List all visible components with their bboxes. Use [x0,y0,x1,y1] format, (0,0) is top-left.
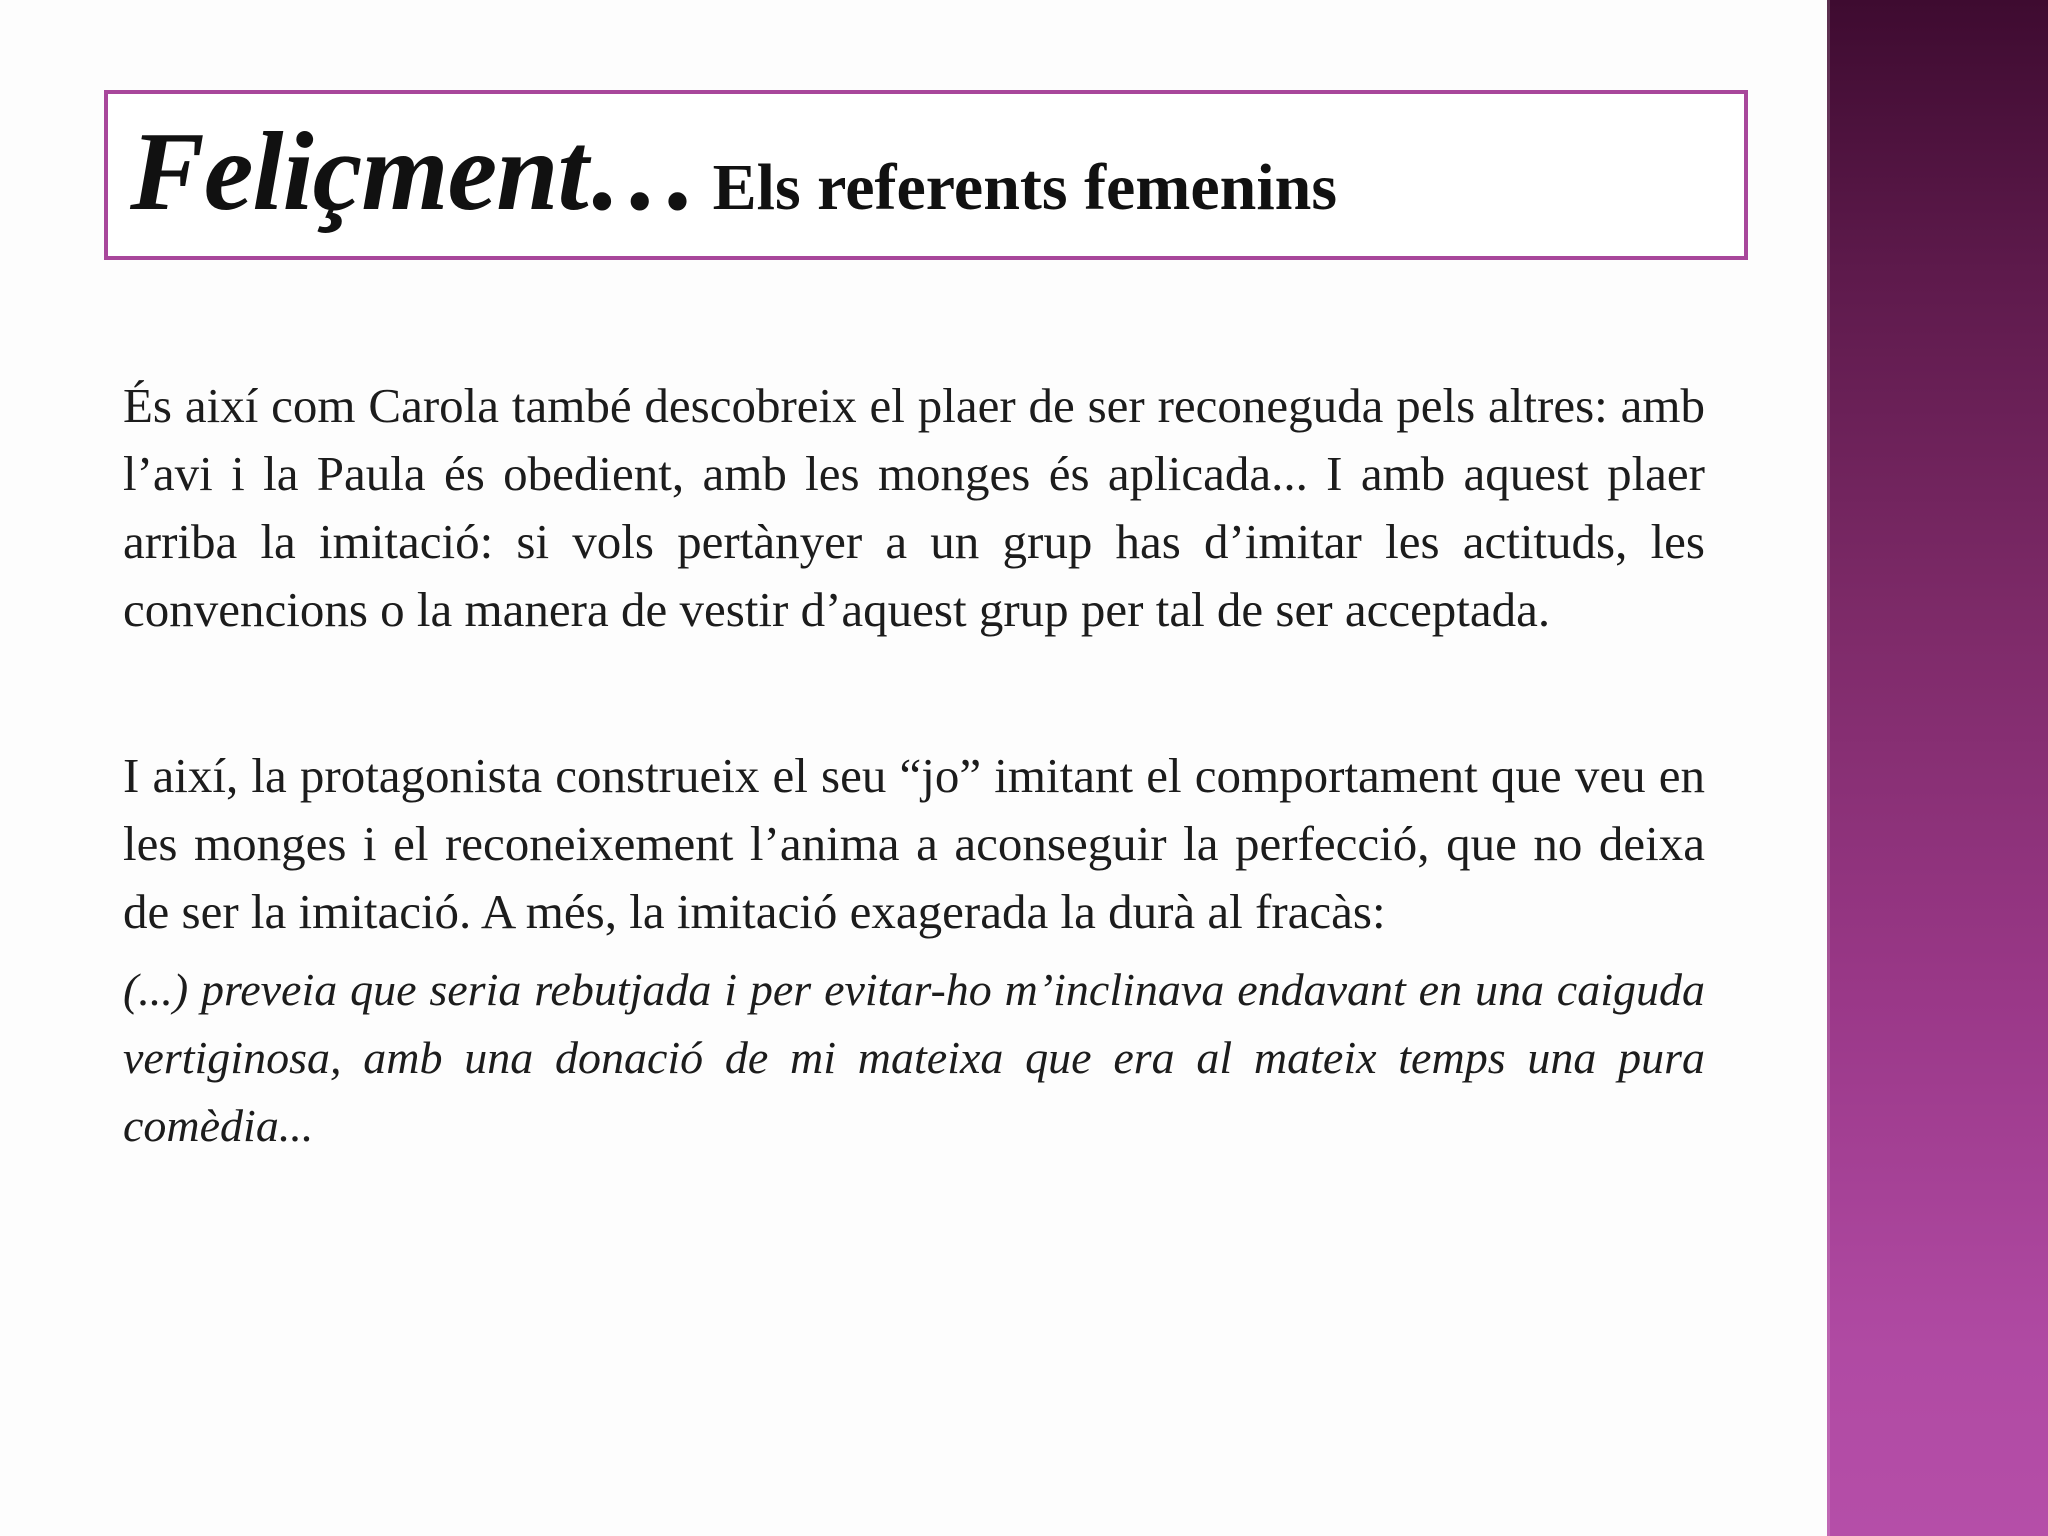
quote-excerpt: (...) preveia que seria rebutjada i per evitar-ho m’inclinava endavant en una caiguda vertiginosa, amb una donació de mi mateixa que era al mateix temps una pura comèdia... [123,964,1705,1151]
title-main: Feliçment… [130,110,699,234]
body-content [123,372,1705,1160]
title-subtitle: Els referents femenins [712,151,1338,224]
slide-title [130,110,1338,234]
paragraph-2: I així, la protagonista construeix el seu “jo” imitant el comportament que veu en les monges i el reconeixement l’anima a aconseguir la perfecció, que no deixa de ser la imitació. A més, la imitació exagerada la durà al fracàs: [123,748,1705,939]
decorative-side-band [1827,0,2048,1536]
title-box [104,90,1748,260]
paragraph-1: És així com Carola també descobreix el plaer de ser reconeguda pels altres: amb l’avi i la Paula és obedient, amb les monges és aplicada... I amb aquest plaer arriba la imitació: si vols pertànyer a un grup has d’imitar les actituds, les convencions o la manera de vestir d’aquest grup per tal de ser acceptada. [123,378,1705,637]
